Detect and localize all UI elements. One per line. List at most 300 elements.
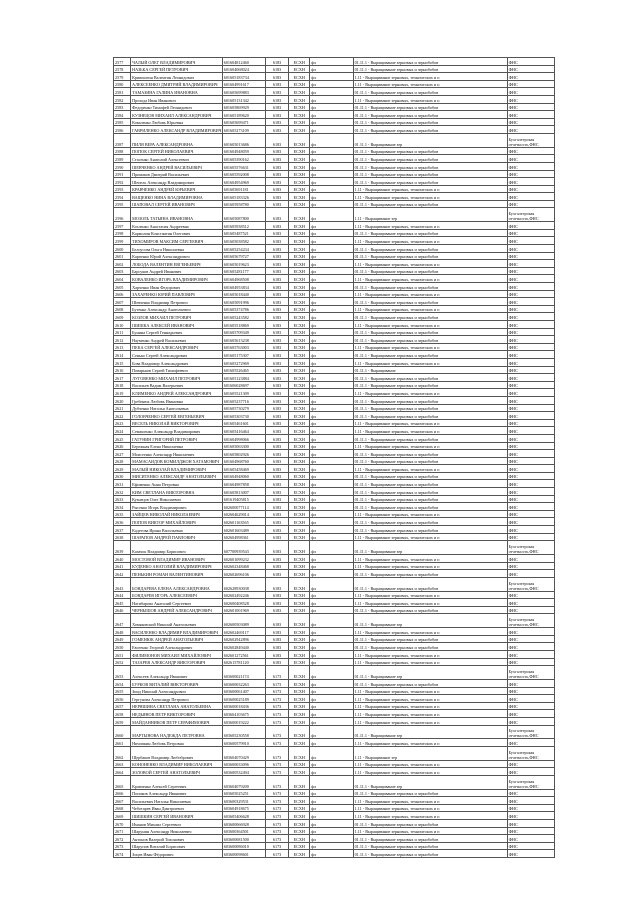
person-name-cell: КОВАЛЕНКО ИГОРЬ ВЛАДИМИРОВИЧ bbox=[131, 275, 223, 283]
row-number-cell: 2646 bbox=[114, 606, 131, 614]
activity-description-cell: 01.11.1 - Выращивание bbox=[353, 366, 507, 374]
tax-office-code-cell: 6183 bbox=[266, 358, 289, 366]
tax-regime-cell: ЕСХН bbox=[289, 73, 310, 81]
row-number-cell: 2653 bbox=[114, 666, 131, 680]
activity-description-cell: 1.11 - Выращивание зерновых, технических и п bbox=[353, 827, 507, 835]
row-number-cell: 2600 bbox=[114, 245, 131, 253]
tax-regime-cell: ЕСХН bbox=[289, 533, 310, 541]
source-label-cell: ФНС bbox=[507, 267, 554, 275]
activity-description-cell: 1.11 - Выращивание зерновых, технических и п bbox=[353, 193, 507, 201]
source-label-cell: ФНС bbox=[507, 739, 554, 747]
person-type-cell: фл bbox=[310, 358, 353, 366]
source-label-cell: ФНС bbox=[507, 118, 554, 126]
tax-regime-cell: ЕСХН bbox=[289, 457, 310, 465]
source-label-cell: ФНС bbox=[507, 252, 554, 260]
row-number-cell: 2672 bbox=[114, 835, 131, 843]
table-row bbox=[114, 170, 555, 178]
tax-regime-cell: ЕСХН bbox=[289, 427, 310, 435]
person-name-cell: Попиков Александр Иванович bbox=[131, 789, 223, 797]
tax-office-code-cell: 6183 bbox=[266, 208, 289, 222]
inn-code-cell: 601604953834 bbox=[222, 283, 265, 291]
source-label-cell: ФНС bbox=[507, 298, 554, 306]
row-number-cell: 2583 bbox=[114, 103, 131, 111]
source-label-cell: ФНС bbox=[507, 419, 554, 427]
activity-description-cell: 1.11 - Выращивание зер bbox=[353, 208, 507, 222]
tax-office-code-cell: 6183 bbox=[266, 606, 289, 614]
table-row bbox=[114, 434, 555, 442]
source-label-cell: ФНС bbox=[507, 366, 554, 374]
tax-office-code-cell: 6173 bbox=[266, 760, 289, 768]
activity-description-cell: 01.11.1 - Выращивание зерновых и зернобобов bbox=[353, 88, 507, 96]
activity-description-cell: 1.11 - Выращивание зерновых, технических и п bbox=[353, 687, 507, 695]
activity-description-cell: 1.11 - Выращивание зерновых, технических и п bbox=[353, 465, 507, 473]
activity-description-cell: 01.11.1 - Выращивание зерновых и зернобобов bbox=[353, 162, 507, 170]
activity-description-cell: 01.11.1 - Выращивание зерновых и зернобобов bbox=[353, 606, 507, 614]
inn-code-cell: 601605272969 bbox=[222, 358, 265, 366]
person-type-cell: фл bbox=[310, 208, 353, 222]
tax-regime-cell: ЕСХН bbox=[289, 111, 310, 119]
tax-regime-cell: ЕСХН bbox=[289, 283, 310, 291]
row-number-cell: 2605 bbox=[114, 283, 131, 291]
tax-regime-cell: ЕСХН bbox=[289, 820, 310, 828]
registry-table bbox=[113, 57, 555, 858]
tax-regime-cell: ЕСХН bbox=[289, 336, 310, 344]
person-type-cell: фл bbox=[310, 570, 353, 578]
row-number-cell: 2581 bbox=[114, 88, 131, 96]
tax-regime-cell: ЕСХН bbox=[289, 465, 310, 473]
person-type-cell: фл bbox=[310, 643, 353, 651]
activity-description-cell: 1.11 - Выращивание зерновых, технических и п bbox=[353, 555, 507, 563]
tax-office-code-cell: 6183 bbox=[266, 65, 289, 73]
inn-code-cell: 601605131342 bbox=[222, 95, 265, 103]
inn-code-cell: 603600032263 bbox=[222, 679, 265, 687]
tax-office-code-cell: 6183 bbox=[266, 147, 289, 155]
row-number-cell: 2622 bbox=[114, 412, 131, 420]
table-row bbox=[114, 229, 555, 237]
table-row bbox=[114, 570, 555, 578]
person-name-cell: ЛОБОДА ВАЛЕНТИН ЕВГЕНЬЕВИЧ bbox=[131, 260, 223, 268]
tax-office-code-cell: 6173 bbox=[266, 710, 289, 718]
tax-regime-cell: ЕСХН bbox=[289, 58, 310, 66]
person-type-cell: фл bbox=[310, 695, 353, 703]
source-label-cell: ФНС bbox=[507, 465, 554, 473]
person-type-cell: фл bbox=[310, 488, 353, 496]
person-name-cell: Рысенко Игорь Владимирович bbox=[131, 503, 223, 511]
person-type-cell: фл bbox=[310, 381, 353, 389]
inn-code-cell: 601605281177 bbox=[222, 267, 265, 275]
tax-office-code-cell: 6173 bbox=[266, 725, 289, 739]
source-label-cell: ФНС bbox=[507, 503, 554, 511]
person-type-cell: фл bbox=[310, 351, 353, 359]
source-label-cell: Бухгалтерская отчетность,ФНС bbox=[507, 614, 554, 628]
inn-code-cell: 603605230558 bbox=[222, 725, 265, 739]
source-label-cell: ФНС bbox=[507, 358, 554, 366]
inn-code-cell: 603600021174 bbox=[222, 666, 265, 680]
table-row bbox=[114, 267, 555, 275]
tax-office-code-cell: 6173 bbox=[266, 739, 289, 747]
tax-office-code-cell: 6173 bbox=[266, 695, 289, 703]
person-name-cell: Бережная Елена Николаевна bbox=[131, 442, 223, 450]
source-label-cell: ФНС bbox=[507, 606, 554, 614]
inn-code-cell: 602601001969 bbox=[222, 606, 265, 614]
tax-regime-cell: ЕСХН bbox=[289, 710, 310, 718]
source-label-cell: ФНС bbox=[507, 717, 554, 725]
source-label-cell: ФНС bbox=[507, 812, 554, 820]
source-label-cell: ФНС bbox=[507, 103, 554, 111]
tax-regime-cell: ЕСХН bbox=[289, 245, 310, 253]
row-number-cell: 2624 bbox=[114, 427, 131, 435]
tax-regime-cell: ЕСХН bbox=[289, 599, 310, 607]
tax-office-code-cell: 6183 bbox=[266, 193, 289, 201]
person-name-cell: Барсуков Андрей Иванович bbox=[131, 267, 223, 275]
tax-office-code-cell: 6183 bbox=[266, 650, 289, 658]
tax-regime-cell: ЕСХН bbox=[289, 328, 310, 336]
source-label-cell: ФНС bbox=[507, 457, 554, 465]
inn-code-cell: 602601272561 bbox=[222, 650, 265, 658]
tax-office-code-cell: 6183 bbox=[266, 245, 289, 253]
tax-regime-cell: ЕСХН bbox=[289, 200, 310, 208]
source-label-cell: ФНС bbox=[507, 336, 554, 344]
person-type-cell: фл bbox=[310, 178, 353, 186]
row-number-cell: 2612 bbox=[114, 336, 131, 344]
row-number-cell: 2668 bbox=[114, 804, 131, 812]
person-type-cell: фл bbox=[310, 739, 353, 747]
person-type-cell: фл bbox=[310, 650, 353, 658]
inn-code-cell: 602604629014 bbox=[222, 510, 265, 518]
tax-office-code-cell: 6183 bbox=[266, 396, 289, 404]
source-label-cell: ФНС bbox=[507, 427, 554, 435]
tax-office-code-cell: 6173 bbox=[266, 827, 289, 835]
source-label-cell: ФНС bbox=[507, 162, 554, 170]
tax-office-code-cell: 6183 bbox=[266, 389, 289, 397]
person-type-cell: фл bbox=[310, 457, 353, 465]
tax-office-code-cell: 6183 bbox=[266, 599, 289, 607]
activity-description-cell: 01.11.1 - Выращивание зерновых и зернобобов bbox=[353, 351, 507, 359]
source-label-cell: ФНС bbox=[507, 789, 554, 797]
activity-description-cell: 1.11 - Выращивание зерновых, технических и п bbox=[353, 427, 507, 435]
person-type-cell: фл bbox=[310, 343, 353, 351]
table-row bbox=[114, 518, 555, 526]
person-type-cell: фл bbox=[310, 290, 353, 298]
person-name-cell: Васильевич Наталья Николаевна bbox=[131, 797, 223, 805]
row-number-cell: 2613 bbox=[114, 343, 131, 351]
tax-office-code-cell: 6183 bbox=[266, 577, 289, 591]
person-type-cell: фл bbox=[310, 628, 353, 636]
source-label-cell: ФНС bbox=[507, 260, 554, 268]
activity-description-cell: 01.11.1 - Выращивание зерновых и зернобобов bbox=[353, 58, 507, 66]
inn-code-cell: 602600077114 bbox=[222, 503, 265, 511]
source-label-cell: ФНС bbox=[507, 679, 554, 687]
row-number-cell: 2639 bbox=[114, 541, 131, 555]
tax-office-code-cell: 6183 bbox=[266, 58, 289, 66]
tax-office-code-cell: 6183 bbox=[266, 155, 289, 163]
row-number-cell: 2578 bbox=[114, 65, 131, 73]
person-name-cell: Зиид Николай Александрович bbox=[131, 687, 223, 695]
person-type-cell: фл bbox=[310, 533, 353, 541]
tax-office-code-cell: 6173 bbox=[266, 820, 289, 828]
person-name-cell: ВЕСЕЛЬ НИКОЛАЙ ВИКТОРОВИЧ bbox=[131, 419, 223, 427]
tax-office-code-cell: 6183 bbox=[266, 118, 289, 126]
person-name-cell: ГАВРИЛЕНКО АЛЕКСАНДР ВЛАДИМИРОВИЧ bbox=[131, 126, 223, 134]
person-type-cell: фл bbox=[310, 797, 353, 805]
inn-code-cell: 603605025251 bbox=[222, 789, 265, 797]
table-row bbox=[114, 591, 555, 599]
source-label-cell: Бухгалтерская отчетность,ФНС bbox=[507, 775, 554, 789]
person-name-cell: ЧАЛЫЙ ОЛЕГ ВЛАДИМИРОВИЧ bbox=[131, 58, 223, 66]
tax-office-code-cell: 6183 bbox=[266, 283, 289, 291]
table-row bbox=[114, 404, 555, 412]
person-name-cell: Стасенко Анатолий Алексеевич bbox=[131, 155, 223, 163]
activity-description-cell: 01.11.1 - Выращивание зерновых и зернобобов bbox=[353, 396, 507, 404]
activity-description-cell: 1.11 - Выращивание зерновых, технических и п bbox=[353, 321, 507, 329]
tax-regime-cell: ЕСХН bbox=[289, 797, 310, 805]
tax-office-code-cell: 6183 bbox=[266, 222, 289, 230]
person-type-cell: фл bbox=[310, 614, 353, 628]
table-row bbox=[114, 103, 555, 111]
person-name-cell: НЕДЬЯНОВ ПЕТР ВИКТОРОВИЧ bbox=[131, 710, 223, 718]
table-row bbox=[114, 768, 555, 776]
table-row bbox=[114, 465, 555, 473]
person-type-cell: фл bbox=[310, 88, 353, 96]
person-type-cell: фл bbox=[310, 480, 353, 488]
tax-office-code-cell: 6173 bbox=[266, 850, 289, 858]
person-type-cell: фл bbox=[310, 237, 353, 245]
person-name-cell: ШИШКА АЛЕКСЕЙ ИВАНОВИЧ bbox=[131, 321, 223, 329]
tax-office-code-cell: 6173 bbox=[266, 797, 289, 805]
table-row bbox=[114, 488, 555, 496]
inn-code-cell: 601605123884 bbox=[222, 374, 265, 382]
person-name-cell: Гергунова Александр Петрович bbox=[131, 695, 223, 703]
person-name-cell: ТАЗАРЕВ АЛЕКСАНДР ВИКТОРОВИЧ bbox=[131, 658, 223, 666]
person-name-cell: МАРТЫНОВА НАДЕЖДА ПЕТРОВНА bbox=[131, 725, 223, 739]
person-name-cell: Сенько Сергей Александрович bbox=[131, 351, 223, 359]
source-label-cell: ФНС bbox=[507, 768, 554, 776]
inn-code-cell: 603600061407 bbox=[222, 687, 265, 695]
inn-code-cell: 601605576631 bbox=[222, 162, 265, 170]
row-number-cell: 2595 bbox=[114, 200, 131, 208]
tax-office-code-cell: 6183 bbox=[266, 541, 289, 555]
tax-office-code-cell: 6183 bbox=[266, 526, 289, 534]
person-name-cell: МАЙДАННИКОВ ПЕТР СЕРАФИМОВИЧ bbox=[131, 717, 223, 725]
tax-office-code-cell: 6183 bbox=[266, 533, 289, 541]
tax-regime-cell: ЕСХН bbox=[289, 267, 310, 275]
person-type-cell: фл bbox=[310, 658, 353, 666]
table-row bbox=[114, 628, 555, 636]
inn-code-cell: 602601099232 bbox=[222, 555, 265, 563]
activity-description-cell: 1.11 - Выращивание зерновых, технических и п bbox=[353, 290, 507, 298]
tax-office-code-cell: 6183 bbox=[266, 635, 289, 643]
source-label-cell: ФНС bbox=[507, 305, 554, 313]
inn-code-cell: 601605183326 bbox=[222, 193, 265, 201]
tax-regime-cell: ЕСХН bbox=[289, 635, 310, 643]
inn-code-cell: 602601603489 bbox=[222, 526, 265, 534]
table-row bbox=[114, 472, 555, 480]
tax-regime-cell: ЕСХН bbox=[289, 555, 310, 563]
row-number-cell: 2604 bbox=[114, 275, 131, 283]
tax-office-code-cell: 6183 bbox=[266, 465, 289, 473]
person-type-cell: фл bbox=[310, 80, 353, 88]
person-name-cell: ТИХОМИРОВ МАКСИМ СЕРГЕЕВИЧ bbox=[131, 237, 223, 245]
source-label-cell: ФНС bbox=[507, 797, 554, 805]
person-name-cell: Васильев Вадим Валерьевич bbox=[131, 381, 223, 389]
table-row bbox=[114, 283, 555, 291]
row-number-cell: 2577 bbox=[114, 58, 131, 66]
source-label-cell: ФНС bbox=[507, 562, 554, 570]
person-type-cell: фл bbox=[310, 679, 353, 687]
inn-code-cell: 601605091996 bbox=[222, 298, 265, 306]
inn-code-cell: 602615781120 bbox=[222, 658, 265, 666]
inn-code-cell: 602600408528 bbox=[222, 599, 265, 607]
inn-code-cell: 601605679727 bbox=[222, 252, 265, 260]
tax-office-code-cell: 6173 bbox=[266, 702, 289, 710]
person-name-cell: Хомяковский Николай Анатольевич bbox=[131, 614, 223, 628]
activity-description-cell: 01.11.1 - Выращивание зерновых и зернобобов bbox=[353, 178, 507, 186]
source-label-cell: Бухгалтерская отчетность,ФНС bbox=[507, 666, 554, 680]
person-type-cell: фл bbox=[310, 58, 353, 66]
tax-regime-cell: ЕСХН bbox=[289, 760, 310, 768]
inn-code-cell: 607700939543 bbox=[222, 541, 265, 555]
tax-office-code-cell: 6183 bbox=[266, 103, 289, 111]
activity-description-cell: 01.11.1 - Выращивание зерновых и зернобобов bbox=[353, 155, 507, 163]
table-row bbox=[114, 606, 555, 614]
tax-office-code-cell: 6183 bbox=[266, 450, 289, 458]
person-name-cell: НАЗЬКА СЕРГЕЙ ПЕТРОВИЧ bbox=[131, 65, 223, 73]
table-row bbox=[114, 635, 555, 643]
person-name-cell: БОНДАРЕВ ИГОРЬ АЛЕКСЕЕВИЧ bbox=[131, 591, 223, 599]
inn-code-cell: 601605087800 bbox=[222, 208, 265, 222]
inn-code-cell: 601605592008 bbox=[222, 170, 265, 178]
tax-regime-cell: ЕСХН bbox=[289, 88, 310, 96]
person-type-cell: фл bbox=[310, 200, 353, 208]
person-name-cell: ВАЩЕНКО НИНА ВЛАДИМИРОВНА bbox=[131, 193, 223, 201]
source-label-cell: ФНС bbox=[507, 275, 554, 283]
tax-regime-cell: ЕСХН bbox=[289, 789, 310, 797]
tax-regime-cell: ЕСХН bbox=[289, 591, 310, 599]
activity-description-cell: 01.11.1 - Выращивание зерновых и зернобобов bbox=[353, 147, 507, 155]
inn-code-cell: 603600018436 bbox=[222, 702, 265, 710]
person-type-cell: фл bbox=[310, 842, 353, 850]
source-label-cell: ФНС bbox=[507, 804, 554, 812]
table-row bbox=[114, 797, 555, 805]
row-number-cell: 2623 bbox=[114, 419, 131, 427]
source-label-cell: ФНС bbox=[507, 526, 554, 534]
row-number-cell: 2603 bbox=[114, 267, 131, 275]
activity-description-cell: 01.11.1 - Выращивание зерновых и зернобобов bbox=[353, 472, 507, 480]
activity-description-cell: 1.11 - Выращивание зерновых, технических и п bbox=[353, 591, 507, 599]
person-name-cell: ЗАХАРЕНКО ЮРИЙ ПАВЛОВИЧ bbox=[131, 290, 223, 298]
row-number-cell: 2666 bbox=[114, 789, 131, 797]
person-name-cell: Шепель Александр Владимирович bbox=[131, 178, 223, 186]
row-number-cell: 2657 bbox=[114, 702, 131, 710]
tax-office-code-cell: 6173 bbox=[266, 835, 289, 843]
tax-office-code-cell: 6183 bbox=[266, 126, 289, 134]
source-label-cell: ФНС bbox=[507, 820, 554, 828]
row-number-cell: 2650 bbox=[114, 643, 131, 651]
tax-regime-cell: ЕСХН bbox=[289, 366, 310, 374]
table-row bbox=[114, 237, 555, 245]
row-number-cell: 2609 bbox=[114, 313, 131, 321]
tax-office-code-cell: 6183 bbox=[266, 614, 289, 628]
row-number-cell: 2582 bbox=[114, 95, 131, 103]
tax-regime-cell: ЕСХН bbox=[289, 695, 310, 703]
table-row bbox=[114, 133, 555, 147]
table-row bbox=[114, 147, 555, 155]
person-name-cell: Иманов Михаил Сергеевич bbox=[131, 820, 223, 828]
tax-office-code-cell: 6183 bbox=[266, 178, 289, 186]
person-name-cell: КУДЕНКО АНАТОЛИЙ ВЛАДИМИРОВИЧ bbox=[131, 562, 223, 570]
tax-regime-cell: ЕСХН bbox=[289, 237, 310, 245]
person-name-cell: Нагибарова Анатолий Сергеевич bbox=[131, 599, 223, 607]
tax-office-code-cell: 6183 bbox=[266, 480, 289, 488]
table-row bbox=[114, 366, 555, 374]
tax-regime-cell: ЕСХН bbox=[289, 65, 310, 73]
source-label-cell: ФНС bbox=[507, 827, 554, 835]
row-number-cell: 2619 bbox=[114, 389, 131, 397]
table-row bbox=[114, 820, 555, 828]
inn-code-cell: 601604068024 bbox=[222, 65, 265, 73]
tax-regime-cell: ЕСХН bbox=[289, 252, 310, 260]
tax-office-code-cell: 6183 bbox=[266, 419, 289, 427]
source-label-cell: ФНС bbox=[507, 155, 554, 163]
activity-description-cell: 01.11.1 - Выращивание зерновых и зернобобов bbox=[353, 577, 507, 591]
activity-description-cell: 1.11 - Выращивание зерновых, технических и п bbox=[353, 739, 507, 747]
tax-regime-cell: ЕСХН bbox=[289, 495, 310, 503]
tax-regime-cell: ЕСХН bbox=[289, 133, 310, 147]
inn-code-cell: 601605019623 bbox=[222, 260, 265, 268]
person-type-cell: фл bbox=[310, 267, 353, 275]
table-row bbox=[114, 827, 555, 835]
inn-code-cell: 601604948060 bbox=[222, 472, 265, 480]
activity-description-cell: 01.11.1 - Выращивание зерновых и зернобобов bbox=[353, 381, 507, 389]
source-label-cell: ФНС bbox=[507, 658, 554, 666]
inn-code-cell: 601604987858 bbox=[222, 480, 265, 488]
person-type-cell: фл bbox=[310, 389, 353, 397]
table-row bbox=[114, 222, 555, 230]
tax-office-code-cell: 6183 bbox=[266, 267, 289, 275]
tax-office-code-cell: 6183 bbox=[266, 200, 289, 208]
person-type-cell: фл bbox=[310, 298, 353, 306]
person-name-cell: Кравченко Алексей Сергеевич bbox=[131, 775, 223, 789]
tax-regime-cell: ЕСХН bbox=[289, 162, 310, 170]
tax-regime-cell: ЕСХН bbox=[289, 804, 310, 812]
tax-office-code-cell: 6183 bbox=[266, 95, 289, 103]
tax-regime-cell: ЕСХН bbox=[289, 526, 310, 534]
table-row bbox=[114, 658, 555, 666]
row-number-cell: 2645 bbox=[114, 599, 131, 607]
person-type-cell: фл bbox=[310, 666, 353, 680]
activity-description-cell: 01.11.1 - Выращивание зерновых и зернобобов bbox=[353, 126, 507, 134]
row-number-cell: 2586 bbox=[114, 126, 131, 134]
activity-description-cell: 1.11 - Выращивание зерновых, технических и п bbox=[353, 343, 507, 351]
row-number-cell: 2596 bbox=[114, 208, 131, 222]
row-number-cell: 2651 bbox=[114, 650, 131, 658]
source-label-cell: ФНС bbox=[507, 170, 554, 178]
tax-office-code-cell: 6183 bbox=[266, 252, 289, 260]
inn-code-cell: 601604968508 bbox=[222, 275, 265, 283]
activity-description-cell: 01.11.1 - Выращивание зерновых и зернобобов bbox=[353, 118, 507, 126]
person-type-cell: фл bbox=[310, 283, 353, 291]
table-row bbox=[114, 710, 555, 718]
row-number-cell: 2592 bbox=[114, 178, 131, 186]
tax-regime-cell: ЕСХН bbox=[289, 768, 310, 776]
source-label-cell: ФНС bbox=[507, 687, 554, 695]
tax-regime-cell: ЕСХН bbox=[289, 147, 310, 155]
activity-description-cell: 1.11 - Выращивание зерновых, технических и п bbox=[353, 768, 507, 776]
person-type-cell: фл bbox=[310, 245, 353, 253]
inn-code-cell: 601605521309 bbox=[222, 389, 265, 397]
tax-regime-cell: ЕСХН bbox=[289, 396, 310, 404]
source-label-cell: ФНС bbox=[507, 599, 554, 607]
